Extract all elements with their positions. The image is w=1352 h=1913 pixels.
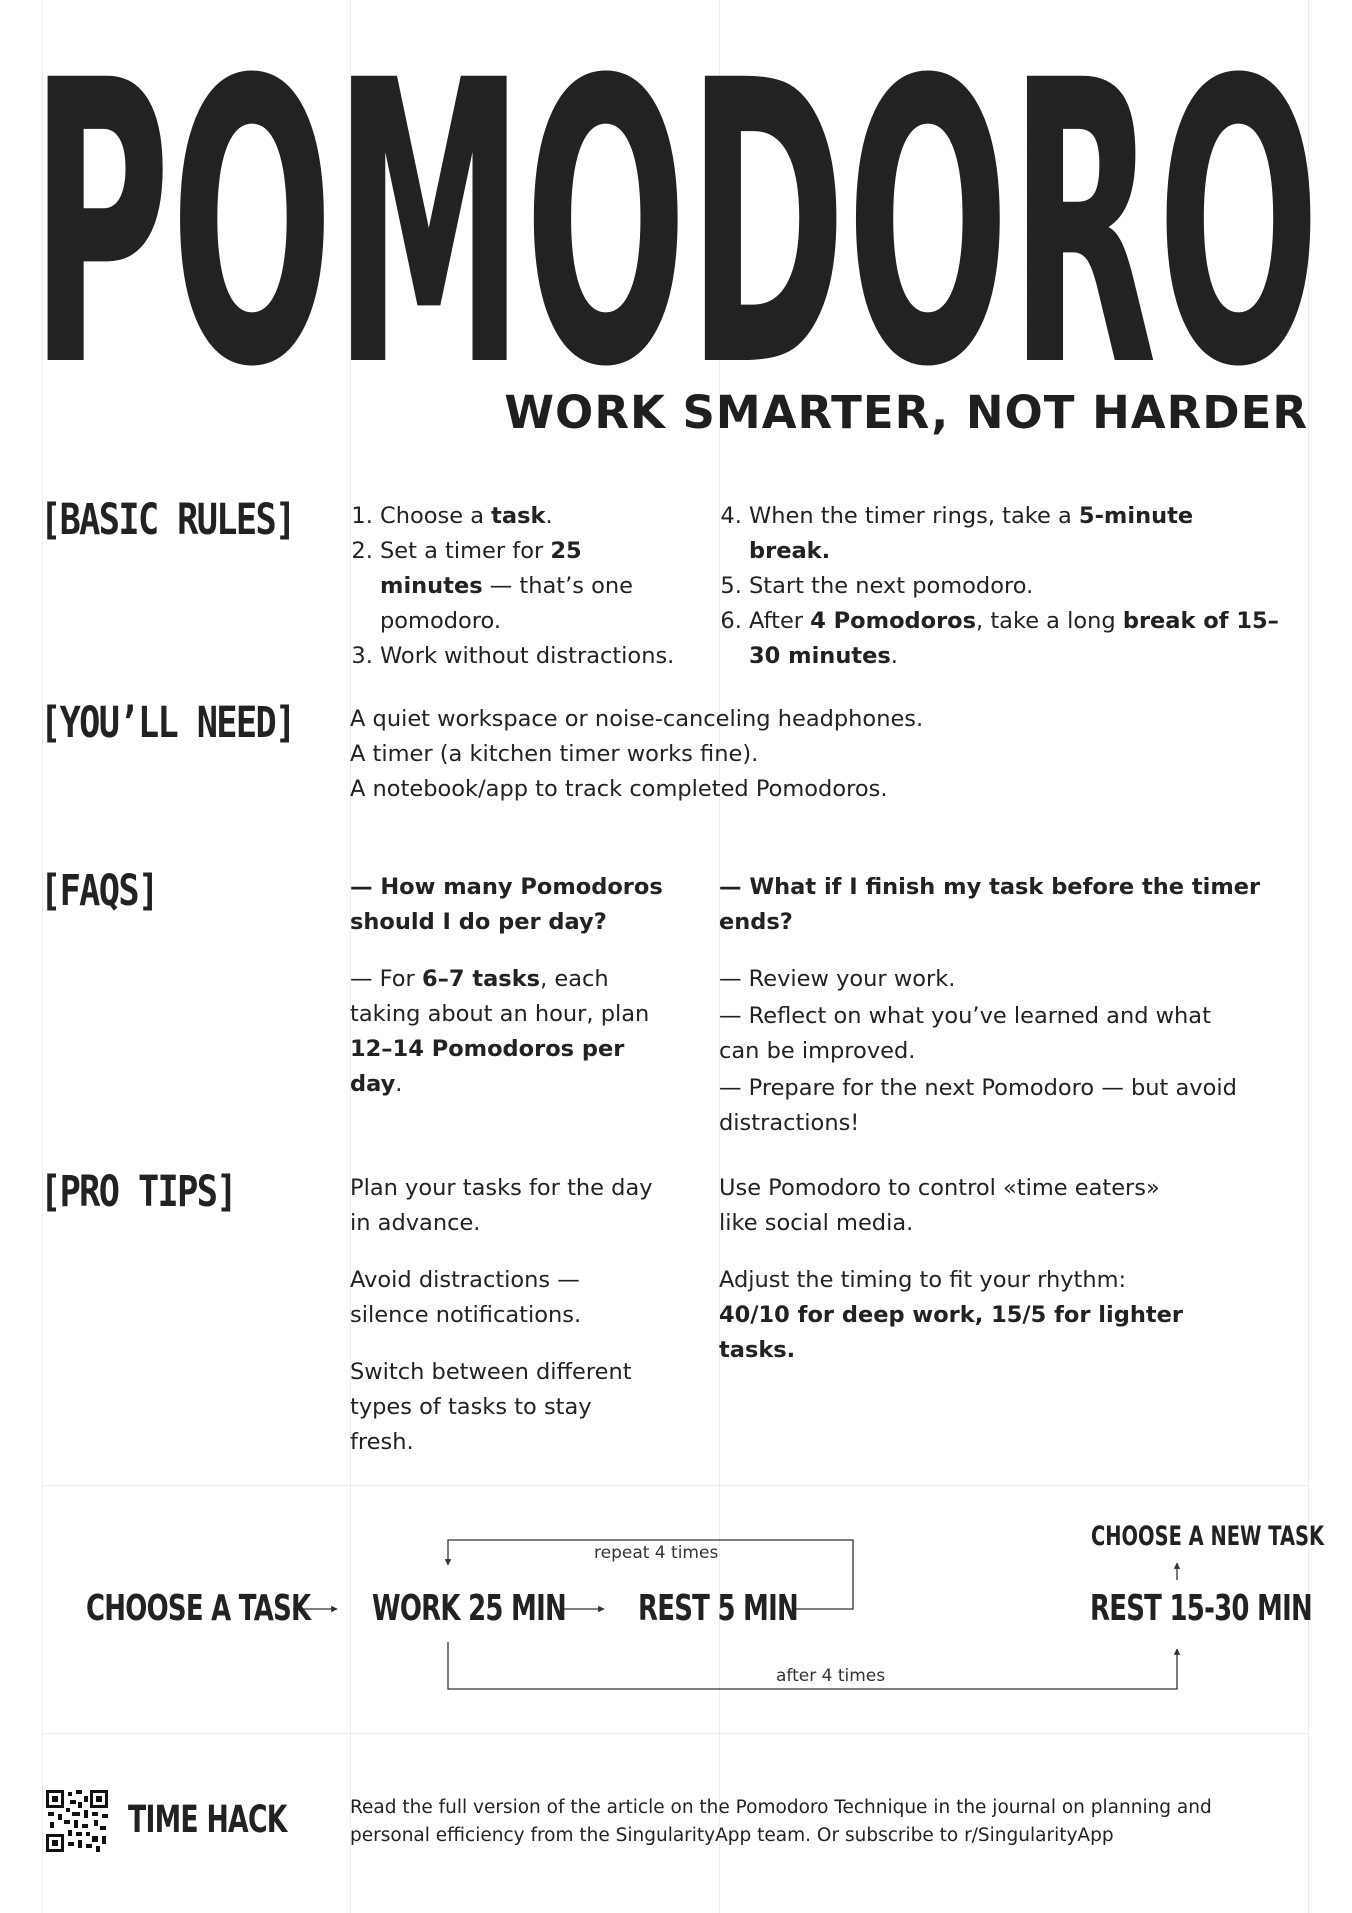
rule-item: 4. When the timer rings, take a 5-minute break. [749, 499, 1279, 569]
faq-answer: — For 6–7 tasks, each taking about an hour, plan 12–14 Pomodoros per day. [350, 966, 650, 1097]
footer-text: Read the full version of the article on the Pomodoro Technique in the journal on planning and personal efficiency from the SingularityApp team. Or subscribe to r/SingularityApp [350, 1797, 1212, 1846]
flow-step-rest-long: REST 15-30 MIN [1090, 1588, 1313, 1629]
need-item: A timer (a kitchen timer works fine). [350, 741, 759, 767]
need-item: A quiet workspace or noise-canceling headphones. [350, 706, 924, 732]
faq-answer: — Review your work. [719, 966, 956, 992]
basic-rules-list-right [719, 499, 1279, 674]
section-label-pro-tips: [PRO TIPS] [40, 1167, 236, 1217]
page-title [30, 20, 1330, 400]
faq-column-left [350, 870, 670, 1124]
flow-step-rest-short: REST 5 MIN [638, 1588, 799, 1629]
flow-step-new-task: CHOOSE A NEW TASK [1091, 1521, 1325, 1552]
tip-item: Plan your tasks for the day in advance. [350, 1175, 653, 1236]
faq-question: — What if I finish my task before the timer ends? [719, 874, 1261, 935]
section-label-youll-need: [YOU’LL NEED] [40, 698, 295, 748]
need-item: A notebook/app to track completed Pomodoros. [350, 776, 888, 802]
pro-tips-right [719, 1171, 1239, 1390]
footer-brand: TIME HACK [128, 1798, 287, 1841]
tip-item: Avoid distractions — silence notifications. [350, 1267, 582, 1328]
repeat-note: repeat 4 times [594, 1543, 719, 1563]
pro-tips-left [350, 1171, 660, 1482]
qr-code-icon[interactable] [46, 1790, 108, 1852]
tip-item: Adjust the timing to fit your rhythm: 40/10 for deep work, 15/5 for lighter tasks. [719, 1267, 1183, 1363]
faq-column-right [719, 870, 1279, 1141]
youll-need-list [350, 702, 1250, 807]
faq-answer: — Reflect on what you’ve learned and what can be improved. [719, 1003, 1211, 1064]
page-subtitle: WORK SMARTER, NOT HARDER [504, 386, 1308, 439]
grid-line [42, 1733, 1308, 1734]
rule-item: 6. After 4 Pomodoros, take a long break of 15–30 minutes. [749, 604, 1279, 674]
section-label-faqs: [FAQS] [40, 866, 158, 916]
faq-question: — How many Pomodoros should I do per day? [350, 874, 663, 935]
basic-rules-list-left [350, 499, 690, 674]
page-title-text: POMODORO [30, 20, 1320, 400]
flow-step-work: WORK 25 MIN [372, 1588, 567, 1629]
tip-item: Use Pomodoro to control «time eaters» like social media. [719, 1175, 1160, 1236]
section-label-basic-rules: [BASIC RULES] [40, 495, 295, 545]
rule-item: 3. Work without distractions. [380, 639, 690, 674]
rule-item: 2. Set a timer for 25 minutes — that’s one pomodoro. [380, 534, 690, 639]
rule-item: 5. Start the next pomodoro. [749, 569, 1279, 604]
tip-item: Switch between different types of tasks to stay fresh. [350, 1359, 632, 1455]
rule-item: 1. Choose a task. [380, 499, 690, 534]
after-note: after 4 times [776, 1666, 886, 1686]
faq-answer: — Prepare for the next Pomodoro — but avoid distractions! [719, 1075, 1237, 1136]
flow-step-choose-task: CHOOSE A TASK [86, 1588, 311, 1629]
